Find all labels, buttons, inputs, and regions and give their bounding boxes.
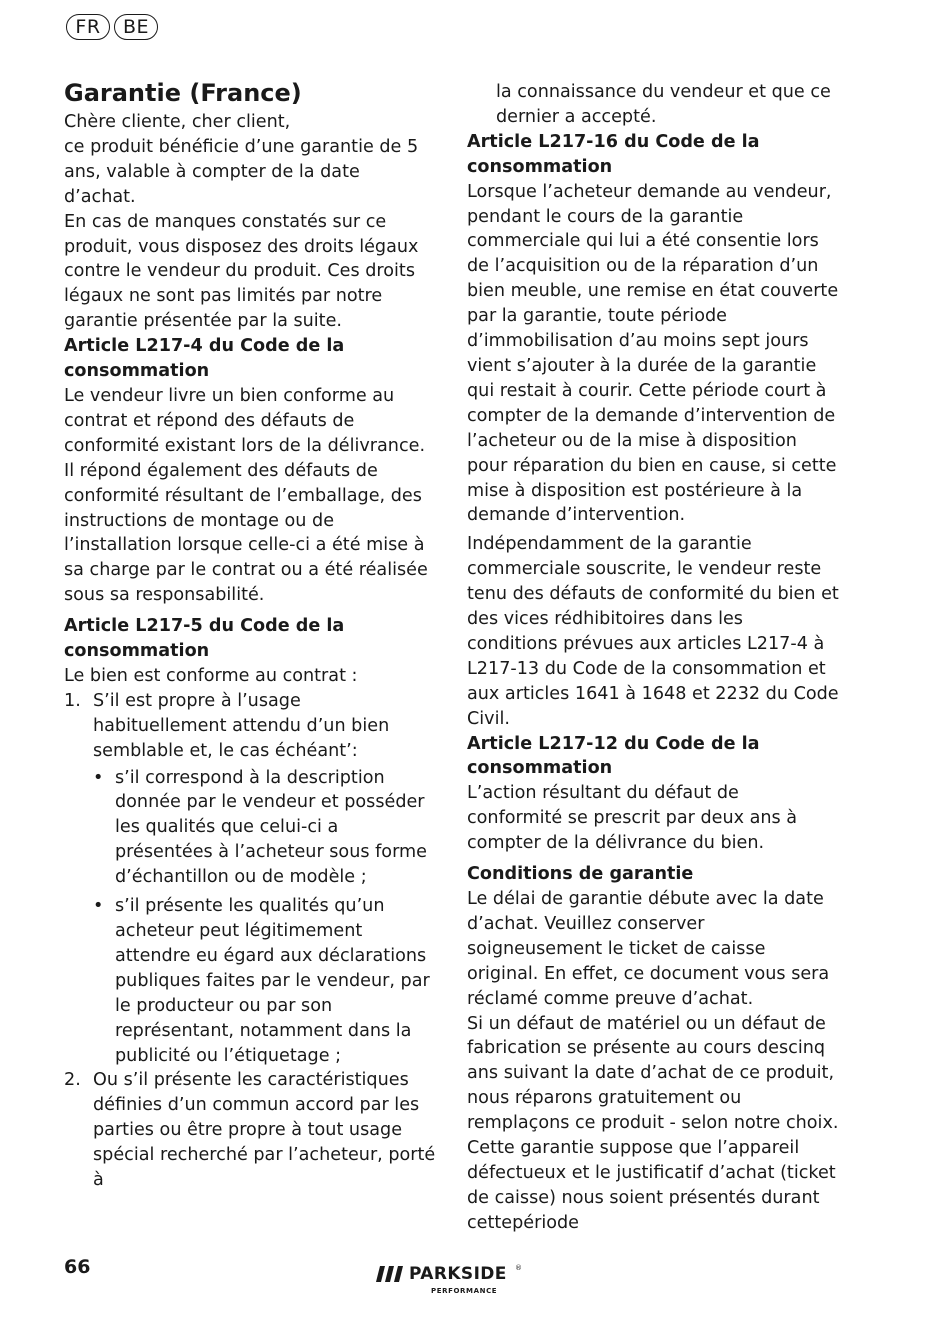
page-title: Garantie (France): [64, 79, 302, 107]
article-l217-4-paragraph-2: Il répond également des défauts de conformité résultant de l’emballage, des instructions de montage ou de l’installation lorsque celle-ci a été mise à sa charge par le contrat ou a été réalisée sous sa responsabilité.: [64, 460, 428, 606]
intro-greeting: Chère cliente, cher client,: [64, 112, 291, 132]
list-item-text: Ou s’il présente les caractéristiques définies d’un commun accord par les parties ou être propre à tout usage spécial recherché par l’acheteur, porté à: [93, 1070, 436, 1191]
article-l217-16-paragraph-2: Indépendamment de la garantie commerciale souscrite, le vendeur reste tenu des défauts de conformité du bien et des vices rédhibitoires dans les conditions prévues aux articles L217-4 à L217-13 du Code de la consommation et aux articles 1641 à 1648 et 2232 du Code Civil.: [467, 534, 839, 729]
logo-brand-text: PARKSIDE: [409, 1264, 507, 1284]
list-item-number: 1.: [64, 690, 81, 711]
language-badge-fr: FR: [66, 14, 110, 40]
parkside-logo: [376, 1262, 526, 1298]
bullet-item: • s’il correspond à la description donnée par le vendeur et posséder les qualités que celui-ci a présentées à l’acheteur sous forme d’échantillon ou de modèle ;: [93, 766, 436, 891]
list-item-number: 2.: [64, 1070, 81, 1091]
bullet-item: • s’il présente les qualités qu’un acheteur peut légitimement attendre eu égard aux déclarations publiques faites par le vendeur, par le producteur ou par son représentant, notamment dans la publicité ou l’étiquetage ;: [93, 894, 436, 1068]
article-l217-16-paragraph-1: Lorsque l’acheteur demande au vendeur, pendant le cours de la garantie commerciale qui lui a été consentie lors de l’acquisition ou de la réparation d’un bien meuble, une remise en état couverte par la garantie, toute période d’immobilisation d’au moins sept jours vient s’ajouter à la durée de la garantie qui restait à courir. Cette période court à compter de la demande d’intervention de l’acheteur ou de la mise à disposition pour réparation du bien en cause, si cette mise à disposition est postérieure à la demande d’intervention.: [467, 181, 839, 526]
intro-warranty: ce produit bénéficie d’une garantie de 5 ans, valable à compter de la date d’achat.: [64, 136, 419, 207]
bullet-list: [93, 766, 436, 1069]
logo-registered-mark: ®: [515, 1264, 522, 1272]
article-l217-12-heading: Article L217-12 du Code de la consommation: [467, 733, 760, 779]
conditions-paragraph-2: Si un défaut de matériel ou un défaut de fabrication se présente au cours descinq ans suivant la date d’achat de ce produit, nous réparons gratuitement ou remplaçons ce produit - selon notre choix. Cette garantie suppose que l’appareil défectueux et le justificatif d’achat (ticket de caisse) nous soient présentés durant cettepériode: [467, 1013, 839, 1233]
right-column: [467, 80, 839, 1236]
conditions-paragraph-1: Le délai de garantie débute avec la date d’achat. Veuillez conserver soigneusement le ticket de caisse original. En effet, ce document vous sera réclamé comme preuve d’achat.: [467, 889, 830, 1009]
conditions-heading: Conditions de garantie: [467, 864, 694, 885]
left-column: [64, 78, 436, 1193]
language-badge-be: BE: [114, 14, 158, 40]
intro-rights: En cas de manques constatés sur ce produit, vous disposez des droits légaux contre le vendeur du produit. Ces droits légaux ne sont pas limités par notre garantie présentée par la suite.: [64, 211, 419, 332]
logo-stripes-icon: [376, 1266, 406, 1282]
logo-tagline: PERFORMANCE: [431, 1287, 498, 1295]
article-l217-16-heading: Article L217-16 du Code de la consommation: [467, 131, 760, 177]
continued-text: la connaissance du vendeur et que ce dernier a accepté.: [496, 82, 831, 127]
page-number: 66: [64, 1256, 91, 1278]
list-item-text: S’il est propre à l’usage habituellement attendu d’un bien semblable et, le cas échéant’:: [93, 690, 390, 761]
article-l217-12-paragraph-1: L’action résultant du défaut de conformité se prescrit par deux ans à compter de la délivrance du bien.: [467, 783, 798, 854]
article-l217-4-heading: Article L217-4 du Code de la consommation: [64, 336, 345, 382]
list-item: [64, 1068, 436, 1193]
article-l217-5-heading: Article L217-5 du Code de la consommation: [64, 616, 345, 662]
language-badges: [66, 14, 158, 40]
list-item: [64, 689, 436, 1069]
conformity-list: [64, 689, 436, 1193]
article-l217-4-paragraph-1: Le vendeur livre un bien conforme au contrat et répond des défauts de conformité existant lors de la délivrance.: [64, 385, 426, 456]
article-l217-5-paragraph-1: Le bien est conforme au contrat :: [64, 665, 358, 686]
